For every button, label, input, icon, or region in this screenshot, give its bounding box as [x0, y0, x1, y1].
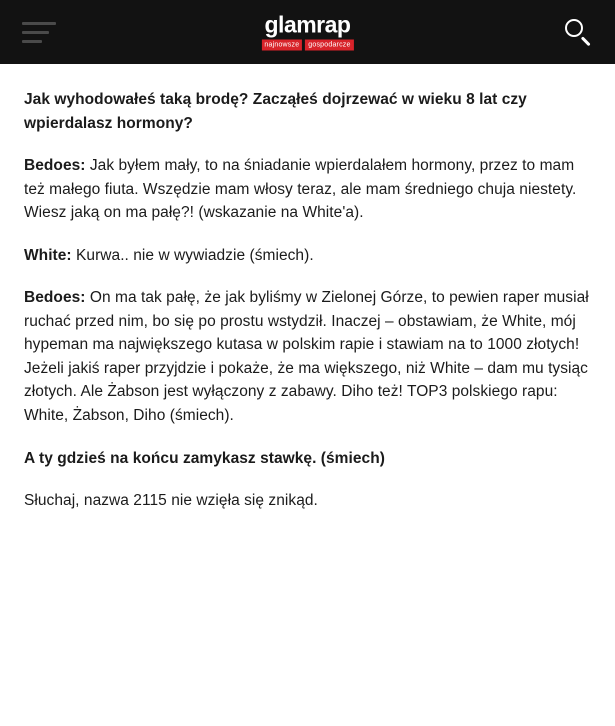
search-icon-handle	[581, 36, 591, 46]
site-logo[interactable]	[261, 11, 353, 51]
speaker-label: Bedoes:	[24, 157, 86, 175]
article-answer-bedoes-2	[24, 286, 591, 427]
site-header	[0, 0, 615, 64]
logo-tagline-left: najnowsze	[261, 40, 302, 51]
article-answer-3: Słuchaj, nazwa 2115 nie wzięła się znikąd.	[24, 492, 318, 510]
search-icon[interactable]	[563, 17, 593, 47]
hamburger-line-1	[22, 22, 56, 25]
speaker-label: Bedoes:	[24, 289, 86, 307]
article-answer-bedoes-1	[24, 154, 591, 225]
hamburger-menu-icon[interactable]	[22, 19, 58, 45]
logo-tagline	[261, 40, 353, 51]
hamburger-line-3	[22, 40, 42, 43]
search-icon-ring	[565, 19, 583, 37]
article-question-1: Jak wyhodowałeś taką brodę? Zacząłeś dojrzewać w wieku 8 lat czy wpierdalasz hormony?	[24, 91, 527, 132]
answer-text: On ma tak pałę, że jak byliśmy w Zielonej Górze, to pewien raper musiał ruchać przed nim, bo się po prostu wstydził. Inaczej – obstawiam, że White, mój hypeman ma największego kutasa w polskim rapie i stawiam na to 1000 złotych! Jeżeli jakiś raper przyjdzie i pokaże, że ma większego, niż White – dam mu tysiąc złotych. Ale Żabson jest wyłączony z zabawy. Diho też! TOP3 polskiego rapu: White, Żabson, Diho (śmiech).	[24, 289, 589, 425]
logo-wordmark: glamrap	[264, 11, 351, 38]
logo-tagline-right: gospodarcze	[305, 40, 353, 51]
answer-text: Jak byłem mały, to na śniadanie wpierdalałem hormony, przez to mam też małego fiuta. Wszędzie mam włosy teraz, ale mam średniego chuja niestety. Wiesz jaką on ma pałę?! (wskazanie na White'a).	[24, 157, 577, 222]
answer-text: Kurwa.. nie w wywiadzie (śmiech).	[71, 246, 314, 264]
article-question-2: A ty gdzieś na końcu zamykasz stawkę. (śmiech)	[24, 449, 385, 467]
speaker-label: White:	[24, 246, 72, 264]
article-answer-white-1	[24, 244, 591, 268]
hamburger-line-2	[22, 31, 49, 34]
header-divider	[0, 64, 615, 74]
article-body	[0, 74, 615, 513]
